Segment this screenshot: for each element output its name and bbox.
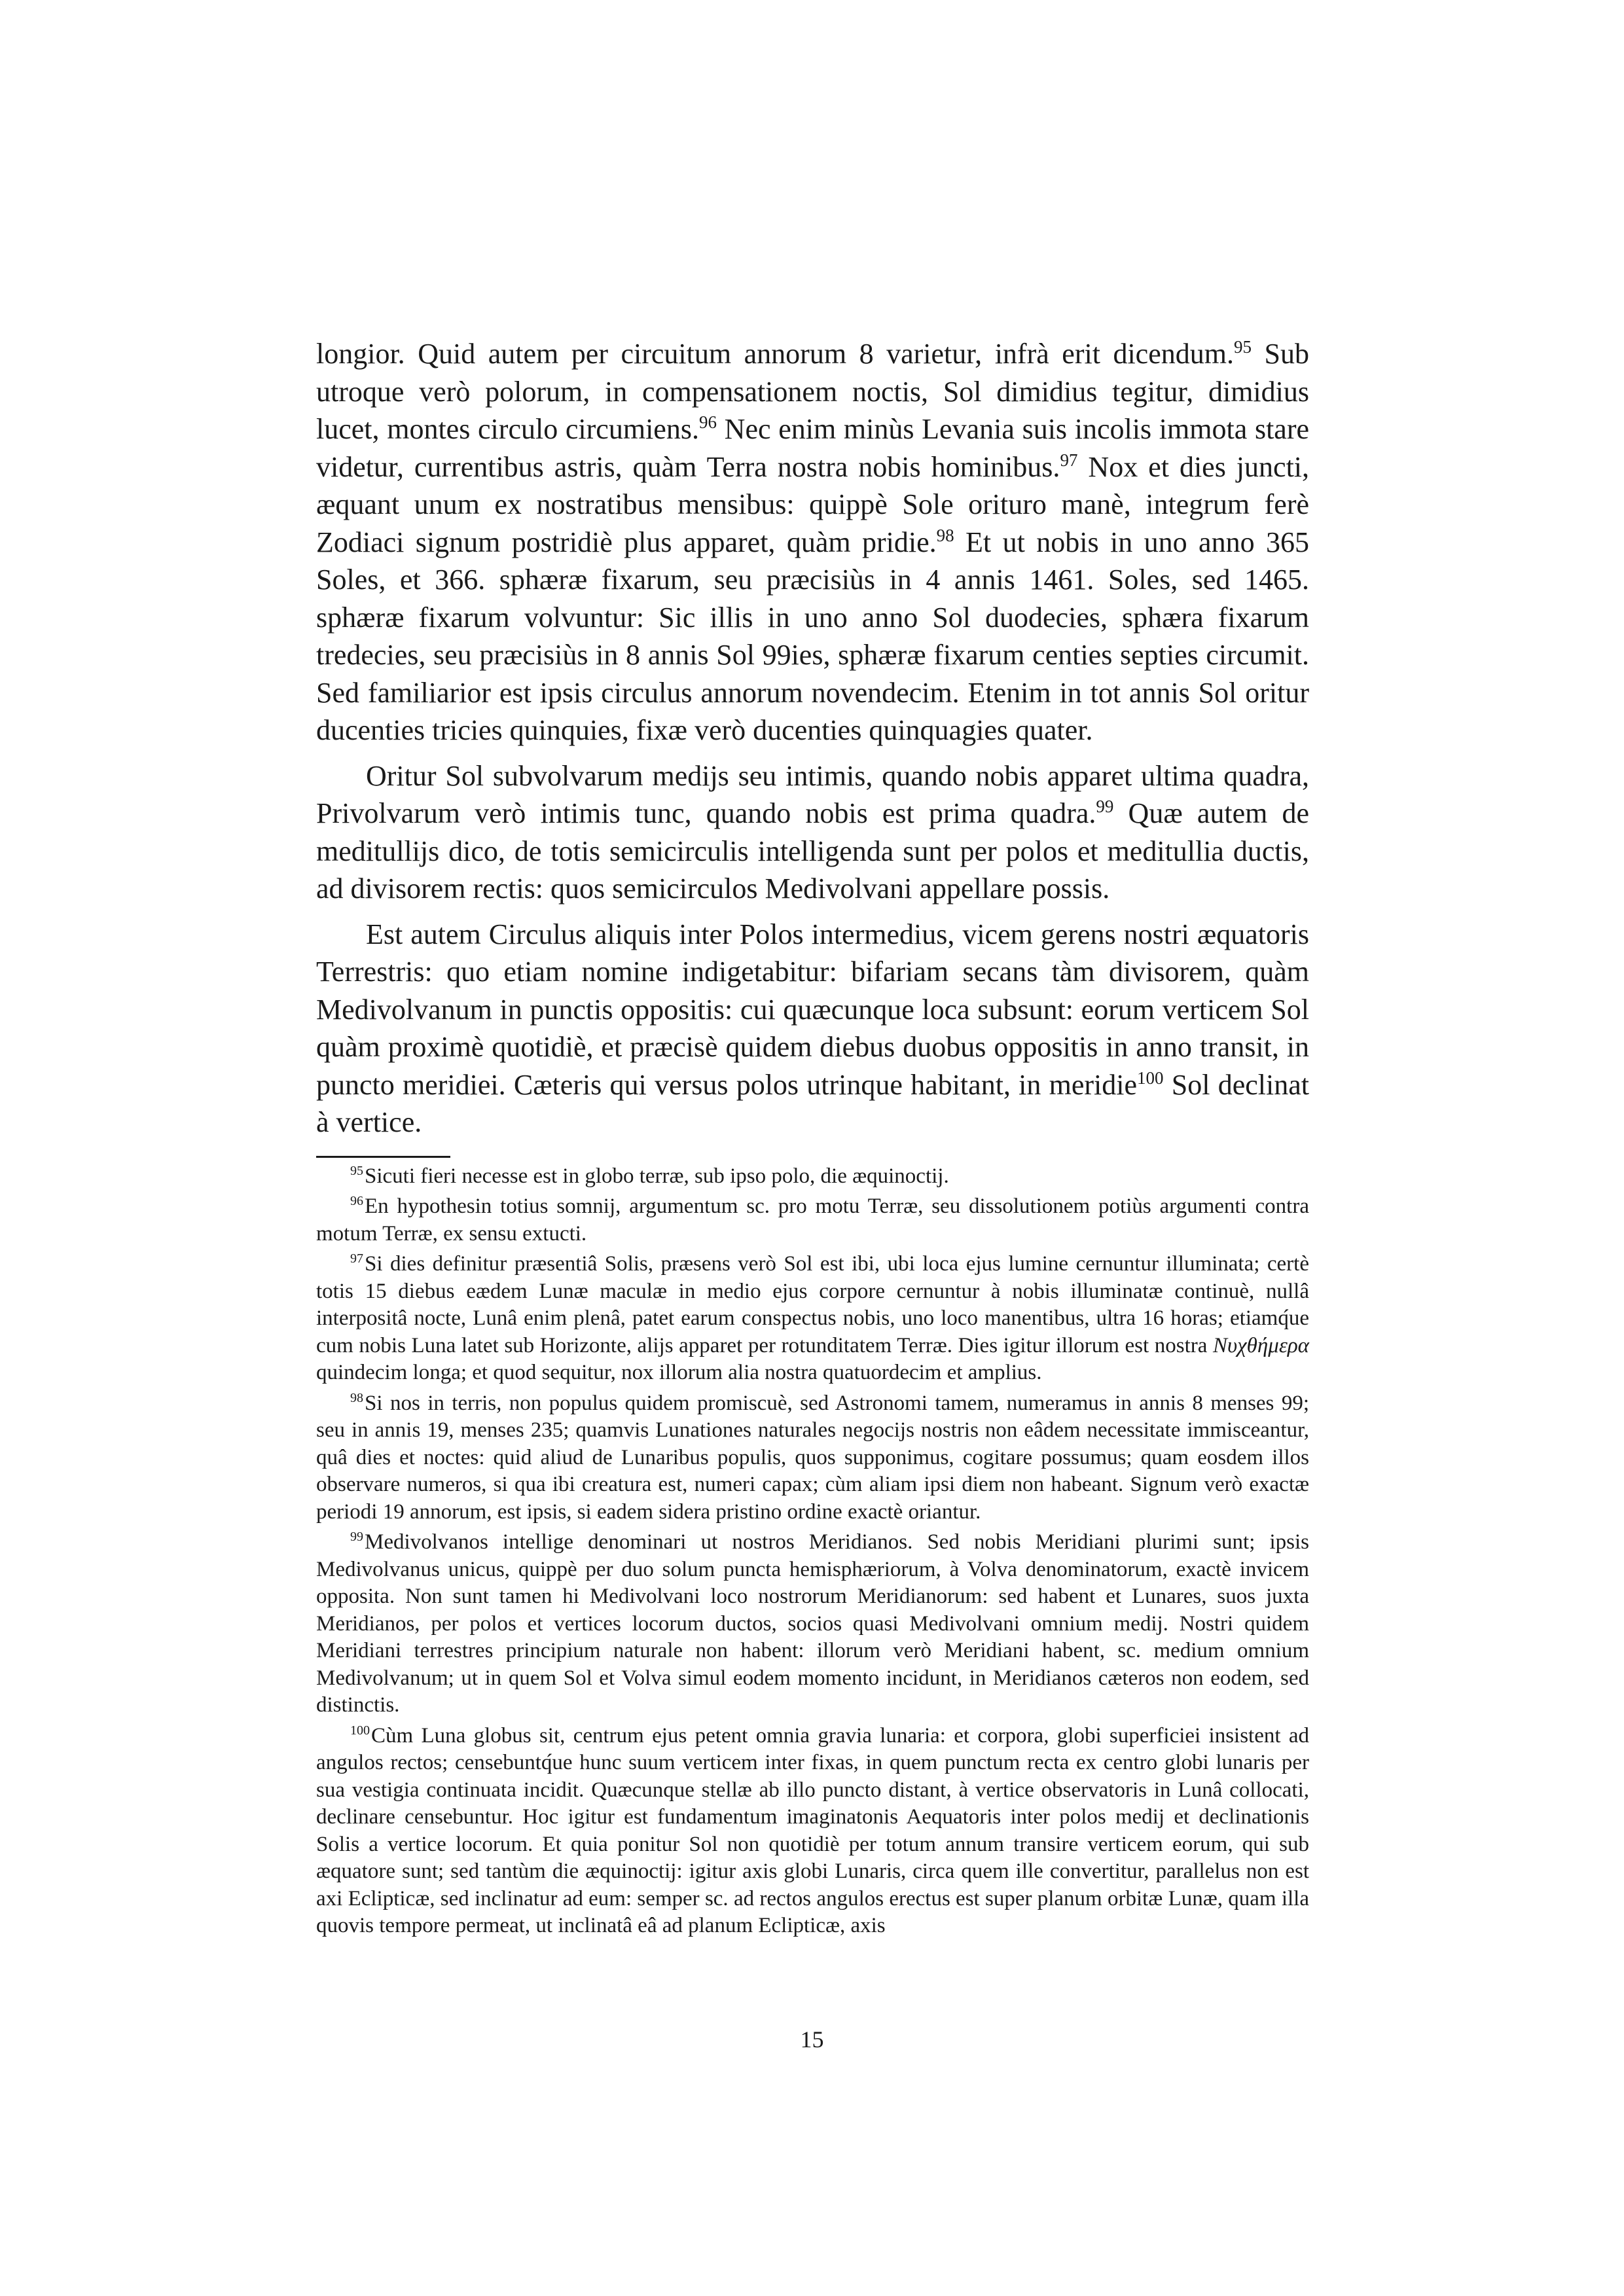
footnote-95	[316, 1163, 1309, 1191]
footnote-98	[316, 1390, 1309, 1526]
footnote-text: quindecim longa; et quod sequitur, nox illorum alia nostra quatuordecim et amplius.	[316, 1361, 1042, 1384]
footnote-number: 99	[350, 1530, 363, 1544]
footnotes-section	[316, 1163, 1309, 1940]
body-text: Quæ autem de meditullijs dico, de totis semicirculis intelligenda sunt per polos et meditullia ductis, ad divisorem rectis: quos semicirculos Medivolvani appellare possis.	[316, 797, 1309, 905]
footnote-text: Si dies definitur præsentiâ Solis, præsens verò Sol est ibi, ubi loca ejus lumine cernuntur illuminata; certè totis 15 diebus eædem Lunæ maculæ in medio ejus corpore cernuntur à nobis illuminatæ continuè, nullâ interpositâ nocte, Lunâ enim plenâ, patet earum conspectus nobis, uno loco manentibus, ultra 16 horas; etiamq́ue cum nobis Luna latet sub Horizonte, alijs apparet per rotunditatem Terræ. Dies igitur illorum est nostra	[316, 1252, 1309, 1357]
footnote-number: 95	[350, 1163, 363, 1178]
footnote-text: En hypothesin totius somnij, argumentum sc. pro motu Terræ, seu dissolutionem potiùs argumenti contra motum Terræ, ex sensu extucti.	[316, 1194, 1309, 1246]
footnote-96	[316, 1193, 1309, 1247]
footnote-text: Cùm Luna globus sit, centrum ejus petent omnia gravia lunaria: et corpora, globi superficiei insistent ad angulos rectos; censebuntq́ue hunc suum verticem inter fixas, in quem punctum recta ex centro globi lunaris per sua vestigia continuata incidit. Quæcunque stellæ ab illo puncto distant, à vertice observatoris in Lunâ collocati, declinare censebuntur. Hoc igitur est fundamentum imaginatonis Aequatoris inter polos medij et declinationis Solis a vertice locorum. Et quia ponitur Sol non quotidiè per totum annum transire verticem eorum, qui sub æquatore sunt; sed tantùm die æquinoctij: igitur axis globi Lunaris, circa quem ille convertitur, parallelus non est axi Eclipticæ, sed inclinatur ad eum: semper sc. ad rectos angulos erectus est super planum orbitæ Lunæ, quam illa quovis tempore permeat, ut inclinatâ eâ ad planum Eclipticæ, axis	[316, 1723, 1309, 1937]
footnote-reference-97[interactable]: 97	[1060, 450, 1078, 470]
body-text: longior. Quid autem per circuitum annorum 8 varietur, infrà erit dicendum.	[316, 338, 1234, 370]
footnote-reference-99[interactable]: 99	[1096, 797, 1114, 816]
page-number: 15	[800, 2026, 824, 2053]
body-text: Nox et dies juncti, æquant unum ex nostratibus mensibus: quippè Sole orituro manè, integrum ferè Zodiaci signum postridiè plus apparet, quàm pridie.	[316, 450, 1310, 558]
footnote-text: Si nos in terris, non populus quidem promiscuè, sed Astronomi tamem, numeramus in annis 8 menses 99; seu in annis 19, menses 235; quamvis Lunationes naturales negocijs nostris non eâdem necessitate immisceantur, quâ dies et noctes: quid aliud de Lunaribus populis, quos supponimus, cogitare possumus; quam eosdem illos observare numeros, si qua ibi creatura est, numeri capax; cùm aliam ipsi diem non habeant. Signum verò exactæ periodi 19 annorum, est ipsis, si eadem sidera pristino ordine exactè oriantur.	[316, 1391, 1309, 1524]
body-paragraph-3	[316, 916, 1309, 1141]
footnote-separator-rule	[316, 1156, 450, 1158]
footnote-reference-95[interactable]: 95	[1233, 337, 1252, 357]
footnote-99	[316, 1529, 1309, 1719]
body-text: Sol declinat à vertice.	[316, 1068, 1309, 1138]
footnote-reference-98[interactable]: 98	[936, 525, 954, 545]
footnote-number: 100	[350, 1723, 370, 1738]
body-text: Nec enim minùs Levania suis incolis immota stare videtur, currentibus astris, quàm Terra nostra nobis hominibus.	[316, 413, 1310, 483]
footnote-number: 97	[350, 1251, 363, 1266]
body-text: Est autem Circulus aliquis inter Polos intermedius, vicem gerens nostri æquatoris Terrestris: quo etiam nomine indigetabitur: bifariam secans tàm divisorem, quàm Medivolvanum in punctis oppositis: cui quæcunque loca subsunt: eorum verticem Sol quàm proximè quotidiè, et præcisè quidem diebus duobus oppositis in anno transit, in puncto meridiei. Cæteris qui versus polos utrinque habitant, in meridie	[316, 918, 1309, 1101]
footnote-text: Medivolvanos intellige denominari ut nostros Meridianos. Sed nobis Meridiani plurimi sunt; ipsis Medivolvanus unicus, quippè per duo solum puncta hemisphæriorum, à Volva denominatorum, exactè invicem opposita. Non sunt tamen hi Medivolvani loco nostrorum Meridianorum: sed habent et Lunares, suos juxta Meridianos, per polos et vertices locorum ductos, socios quasi Medivolvani omnium medij. Nostri quidem Meridiani terrestres principium naturale non habent: illorum verò Meridiani habent, sc. medium omnium Medivolvanum; ut in quem Sol et Volva simul eodem momento incidunt, in Meridianos cæteros non eodem, sed distinctis.	[316, 1530, 1309, 1717]
footnote-text: Sicuti fieri necesse est in globo terræ, sub ipso polo, die æquinoctij.	[365, 1164, 949, 1188]
footnote-number: 96	[350, 1194, 363, 1208]
body-paragraph-1	[316, 335, 1309, 749]
footnote-100	[316, 1723, 1309, 1940]
body-text: Et ut nobis in uno anno 365 Soles, et 366. sphæræ fixarum, seu præcisiùs in 4 annis 1461. Soles, sed 1465. sphæræ fixarum volvuntur: Sic illis in uno anno Sol duodecies, sphæra fixarum tredecies, seu præcisiùs in 8 annis Sol 99ies, sphæræ fixarum centies septies circumit. Sed familiarior est ipsis circulus annorum novendecim. Etenim in tot annis Sol oritur ducenties tricies quinquies, fixæ verò ducenties quinquagies quater.	[316, 526, 1309, 746]
greek-word: Νυχθήμερα	[1213, 1333, 1309, 1357]
body-text: Sub utroque verò polorum, in compensationem noctis, Sol dimidius tegitur, dimidius lucet, montes circulo circumiens.	[316, 338, 1309, 445]
footnote-number: 98	[350, 1390, 363, 1405]
footnote-reference-100[interactable]: 100	[1137, 1067, 1164, 1088]
footnote-97	[316, 1251, 1309, 1387]
page-text-block	[316, 335, 1309, 1943]
footnote-reference-96[interactable]: 96	[698, 412, 717, 432]
body-text: Oritur Sol subvolvarum medijs seu intimis, quando nobis apparet ultima quadra, Privolvarum verò intimis tunc, quando nobis est prima quadra.	[316, 759, 1309, 829]
body-paragraph-2	[316, 757, 1309, 908]
